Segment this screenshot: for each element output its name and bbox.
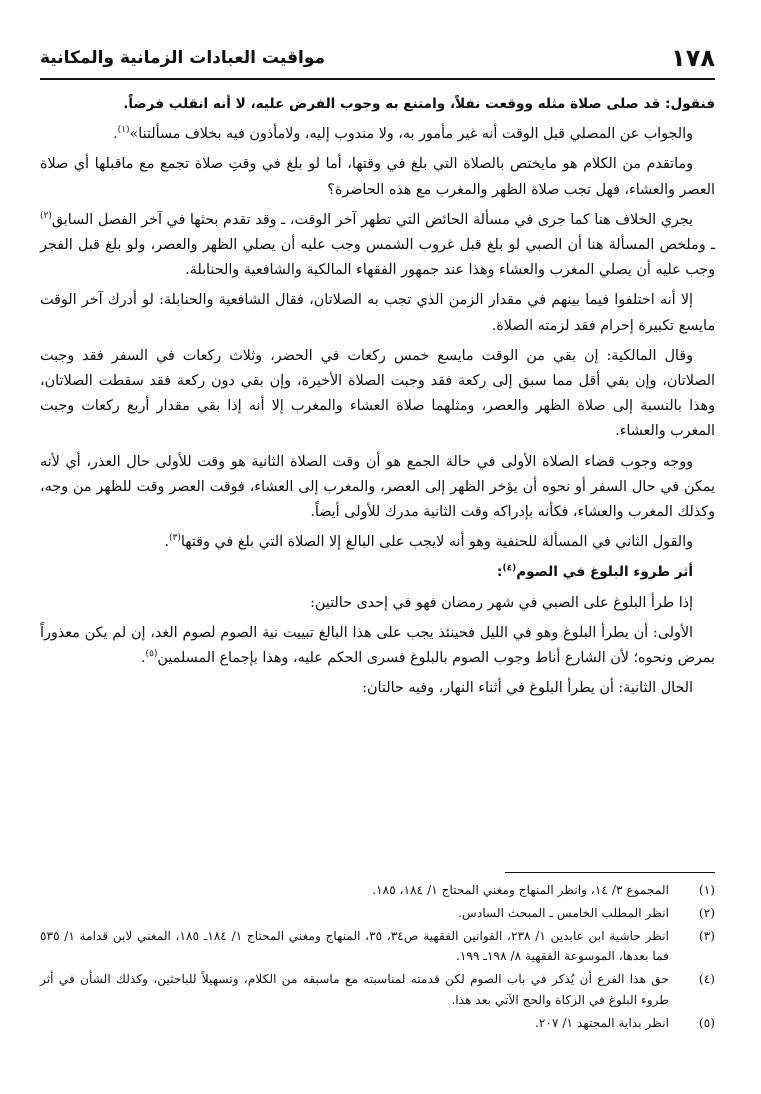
- footnote-number: (١): [698, 883, 715, 897]
- paragraph: إلا أنه اختلفوا فيما بينهم في مقدار الزمن الذي تجب به الصلاتان، فقال الشافعية والحنابلة: لو أدرك آخر الوقت مايسع تكبيرة إحرام فقد لزمته الصلاة.: [40, 292, 715, 334]
- paragraph-text: والقول الثاني في المسألة للحنفية وهو أنه لايجب على البالغ إلا الصلاة التي بلغ في وقتها: [180, 534, 693, 551]
- paragraph: والجواب عن المصلي قبل الوقت أنه غير مأمور به، ولا مندوب إليه، ولامأذون فيه بخلاف مسألتنا»$^{(١)}$.: [113, 125, 693, 143]
- footnote-text: حق هذا الفرع أن يُذكر في باب الصوم لكن قدمته لمناسبته مع ماسبقه من الكلام، وتسهيلاً للباحثين، وكذلك الشأن في أثر طروء البلوغ في الزكاة والحج الآتي بعد هذا.: [40, 972, 669, 1007]
- footnote-ref: (٤): [502, 563, 517, 574]
- footnote: [40, 903, 715, 924]
- section-heading-text: أثر طروء البلوغ في الصوم: [516, 564, 693, 581]
- footnote: [40, 880, 715, 901]
- footnote-ref: (١): [117, 125, 130, 136]
- footnote-text: انظر بداية المجتهد ١/ ٢٠٧.: [535, 1015, 669, 1030]
- paragraph: الأولى: أن يطرأ البلوغ وهو في الليل فحينئذ يجب على هذا البالغ تبييت نية الصوم لصوم الغد، إن لم يكن معذوراً بمرض ونحوه؛ لأن الشارع أناط وجوب الصوم بالبلوغ فسرى الحكم عليه، وهذا بإجماع المسلمين$^{(٥)}$.: [40, 624, 715, 667]
- running-title: مواقيت العبادات الزمانية والمكانية: [40, 48, 325, 68]
- paragraph: وقال المالكية: إن بقي من الوقت مايسع خمس ركعات في الحضر، وثلاث ركعات في السفر فقد وجبت الصلاتان، وإن بقي أقل مما سبق إلى ركعة فقد وجبت الصلاة الأخيرة، وإن بقي دون ركعة فقد سقطت الصلاتان، وهذا بالنسبة إلى صلاة الظهر والعصر، ومثلهما صلاة العشاء والمغرب إلا أنه إذا بقي مقدار أربع ركعات وجبت المغرب والعشاء.: [40, 347, 715, 440]
- footnote-number: (٤): [698, 972, 715, 987]
- footnote: [40, 1013, 715, 1034]
- paragraph: [40, 208, 715, 284]
- footnote-number: (٢): [698, 905, 715, 920]
- footnote: [40, 969, 715, 1011]
- footnote-number: (٣): [698, 928, 715, 943]
- footnote-number: (٥): [698, 1015, 715, 1030]
- footnote-ref: (٥): [145, 649, 158, 660]
- paragraph: إذا طرأ البلوغ على الصبي في شهر رمضان فهو في إحدى حالتين:: [310, 594, 693, 611]
- page-number: ١٧٨: [671, 44, 715, 72]
- footnotes: [40, 880, 715, 1036]
- paragraph: ووجه وجوب قضاء الصلاة الأولى في حالة الجمع هو أن وقت الصلاة الثانية هو وقت للأولى حال العذر، أي لأنه يمكن في حال السفر أو نحوه أن يؤخر الظهر إلى العصر، والمغرب إلى العشاء، فوقت العصر وقت للظهر من وجه، وكذلك المغرب والعشاء، فكأنه بإدراكه وقت الثانية مدرك للأولى أيضاً.: [40, 453, 715, 521]
- footnote-text: انظر المطلب الخامس ـ المبحث السادس.: [458, 905, 669, 920]
- page-header: [40, 42, 715, 80]
- main-text: [40, 92, 715, 706]
- paragraph-bold-statement: فنقول: قد صلى صلاة مثله ووقعت نفلاً، وامتنع به وجوب الفرض عليه، لا أنه انقلب فرضاً.: [123, 96, 715, 112]
- footnote-text: انظر حاشية ابن عابدين ١/ ٢٣٨، القوانين الفقهية ص٣٤، ٣٥، المنهاج ومغني المحتاج ١/ ١٨٤ـ ١٨٥، المغني لابن قدامة ١/ ٥٣٥ فما بعدها، الموسوعة الفقهية ٨/ ١٩٨ـ ١٩٩.: [40, 928, 670, 964]
- footnote-text: المجموع ٣/ ١٤، وانظر المنهاج ومغني المحتاج ١/ ١٨٤، ١٨٥.: [372, 883, 669, 897]
- section-heading: أثر طروء البلوغ في الصوم$^{(٤)}$:: [497, 563, 693, 581]
- paragraph-text: ـ وملخص المسألة هنا أن الصبي لو بلغ قبل غروب الشمس وجب عليه أن يصلي الظهر والعصر، ولو بلغ قبل الفجر وجب عليه أن يصلي المغرب والعشاء وهذا عند جمهور الفقهاء المالكية والشافعية والحنابلة.: [40, 237, 716, 279]
- footnote-ref: (٣): [169, 533, 181, 544]
- paragraph-text: يجري الخلاف هنا كما جرى في مسألة الحائض التي تطهر آخر الوقت، ـ وقد تقدم بحثها في آخر الفصل السابق: [51, 211, 693, 228]
- paragraph: وماتقدم من الكلام هو مايختص بالصلاة التي بلغ في وقتها، أما لو بلغ في وقتِ صلاة تجمع مع ماقبلها أي صلاة العصر والعشاء، فهل تجب صلاة الظهر والمغرب مع هذه الحاضرة؟: [40, 156, 715, 198]
- footnote: [40, 926, 715, 968]
- paragraph: والقول الثاني في المسألة للحنفية وهو أنه لايجب على البالغ إلا الصلاة التي بلغ في وقتها$^{(٣)}$.: [164, 533, 693, 551]
- paragraph-text: الأولى: أن يطرأ البلوغ وهو في الليل فحينئذ يجب على هذا البالغ تبييت نية الصوم لصوم الغد، إن لم يكن معذوراً بمرض ونحوه؛ لأن الشارع أناط وجوب الصوم بالبلوغ فسرى الحكم عليه، وهذا بإجماع المسلمين: [40, 624, 715, 667]
- paragraph: الحال الثانية: أن يطرأ البلوغ في أثناء النهار، وفيه حالتان:: [362, 680, 693, 697]
- footnote-ref: (٢): [40, 211, 52, 222]
- footnote-divider: [505, 872, 715, 873]
- paragraph-text: والجواب عن المصلي قبل الوقت أنه غير مأمور به، ولا مندوب إليه، ولامأذون فيه بخلاف مسألتنا»: [129, 126, 693, 143]
